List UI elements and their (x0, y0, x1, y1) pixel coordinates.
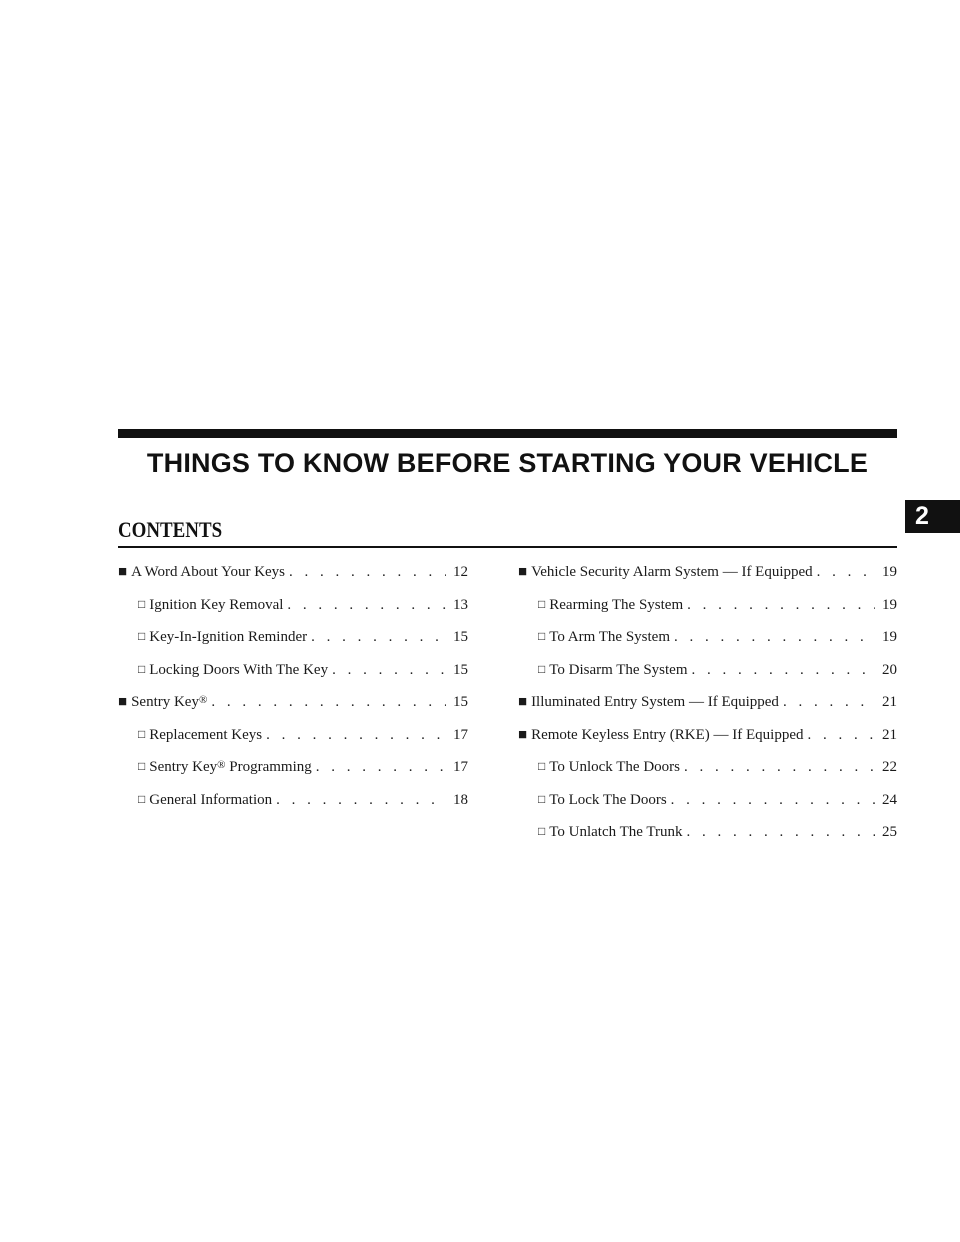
toc-page-number: 15 (453, 661, 468, 678)
registered-mark: ® (217, 759, 226, 771)
contents-heading: CONTENTS (118, 517, 223, 542)
toc-entry-to-lock-the-doors[interactable] (518, 792, 897, 825)
leader-dots (311, 629, 446, 646)
toc-entry-sentry-key-programming[interactable] (118, 759, 468, 792)
square-filled-icon: ■ (118, 694, 128, 710)
leader-dots (316, 759, 446, 776)
leader-dots (687, 597, 875, 614)
leader-dots (211, 694, 446, 711)
toc-entry-ignition-key-removal[interactable] (118, 597, 468, 630)
leader-dots (684, 759, 875, 776)
leader-dots (276, 792, 446, 809)
toc-entry-illuminated-entry-system[interactable] (518, 694, 897, 727)
leader-dots (692, 662, 876, 679)
square-filled-icon: ■ (118, 564, 128, 580)
square-outline-icon: □ (538, 791, 546, 806)
toc-entry-title: Rearming The System (549, 596, 684, 613)
toc-page-number: 21 (882, 694, 897, 710)
toc-entry-vehicle-security-alarm-system[interactable] (518, 564, 897, 597)
toc-entry-title: To Unlatch The Trunk (549, 824, 683, 840)
toc-page-number: 22 (882, 759, 897, 775)
toc-entry-title: Sentry Key® (131, 694, 208, 710)
toc-page-number: 15 (453, 629, 468, 645)
square-outline-icon: □ (538, 661, 546, 676)
toc-page-number: 17 (453, 726, 468, 743)
leader-dots (783, 694, 875, 711)
toc-entry-rearming-the-system[interactable] (518, 597, 897, 630)
toc-entry-sentry-key[interactable] (118, 694, 468, 727)
toc-entry-general-information[interactable] (118, 792, 468, 825)
square-outline-icon: □ (138, 661, 146, 676)
square-outline-icon: □ (538, 596, 546, 611)
contents-rule (118, 546, 897, 548)
toc-entry-title: Key-In-Ignition Reminder (149, 629, 308, 645)
toc-page-number: 12 (453, 564, 468, 580)
leader-dots (671, 792, 875, 809)
toc-entry-to-arm-the-system[interactable] (518, 629, 897, 662)
square-filled-icon: ■ (518, 726, 528, 743)
square-outline-icon: □ (138, 726, 146, 741)
toc-entry-title: To Lock The Doors (549, 791, 667, 808)
toc-page-number: 21 (882, 726, 897, 743)
toc-right-column (518, 564, 897, 857)
toc-page-number: 18 (453, 791, 468, 808)
leader-dots (287, 597, 446, 614)
toc-page-number: 13 (453, 596, 468, 613)
square-filled-icon: ■ (518, 694, 528, 710)
toc-entry-title: Remote Keyless Entry (RKE) — If Equipped (531, 726, 804, 743)
toc-page-number: 17 (453, 759, 468, 775)
toc-entry-title: To Disarm The System (549, 661, 688, 678)
toc-entry-title: To Arm The System (549, 629, 671, 645)
leader-dots (674, 629, 875, 646)
leader-dots (808, 727, 875, 744)
chapter-top-rule (118, 429, 897, 438)
square-outline-icon: □ (138, 596, 146, 611)
chapter-title: THINGS TO KNOW BEFORE STARTING YOUR VEHICLE (146, 448, 869, 478)
toc-entry-title: Ignition Key Removal (149, 596, 284, 613)
square-outline-icon: □ (138, 791, 146, 806)
toc-page-number: 19 (882, 596, 897, 613)
leader-dots (266, 727, 446, 744)
toc-page-number: 20 (882, 661, 897, 678)
toc-entry-to-unlock-the-doors[interactable] (518, 759, 897, 792)
toc-entry-remote-keyless-entry[interactable] (518, 727, 897, 760)
toc-page-number: 19 (882, 564, 897, 580)
leader-dots (817, 564, 875, 581)
leader-dots (332, 662, 446, 679)
toc-entry-to-unlatch-the-trunk[interactable] (518, 824, 897, 857)
toc-entry-locking-doors-with-the-key[interactable] (118, 662, 468, 695)
square-outline-icon: □ (138, 759, 146, 773)
toc-entry-title: Vehicle Security Alarm System — If Equipped (531, 564, 813, 580)
toc-entry-to-disarm-the-system[interactable] (518, 662, 897, 695)
toc-entry-replacement-keys[interactable] (118, 727, 468, 760)
square-filled-icon: ■ (518, 564, 528, 580)
square-outline-icon: □ (538, 824, 546, 838)
square-outline-icon: □ (138, 629, 146, 643)
registered-mark: ® (198, 694, 208, 706)
toc-entry-title: A Word About Your Keys (131, 564, 286, 580)
toc-page-number: 19 (882, 629, 897, 645)
toc-left-column (118, 564, 468, 824)
toc-entry-title: Sentry Key® Programming (149, 759, 312, 775)
toc-entry-title: Illuminated Entry System — If Equipped (531, 694, 779, 710)
square-outline-icon: □ (538, 629, 546, 643)
leader-dots (289, 564, 446, 581)
toc-entry-title: General Information (149, 791, 273, 808)
toc-entry-a-word-about-your-keys[interactable] (118, 564, 468, 597)
square-outline-icon: □ (538, 759, 546, 773)
toc-entry-title: To Unlock The Doors (549, 759, 680, 775)
leader-dots (687, 824, 875, 841)
toc-entry-title: Locking Doors With The Key (149, 661, 329, 678)
toc-page-number: 25 (882, 824, 897, 840)
toc-entry-key-in-ignition-reminder[interactable] (118, 629, 468, 662)
chapter-tab: 2 (905, 500, 960, 533)
toc-page-number: 24 (882, 791, 897, 808)
toc-page-number: 15 (453, 694, 468, 710)
toc-entry-title: Replacement Keys (149, 726, 263, 743)
